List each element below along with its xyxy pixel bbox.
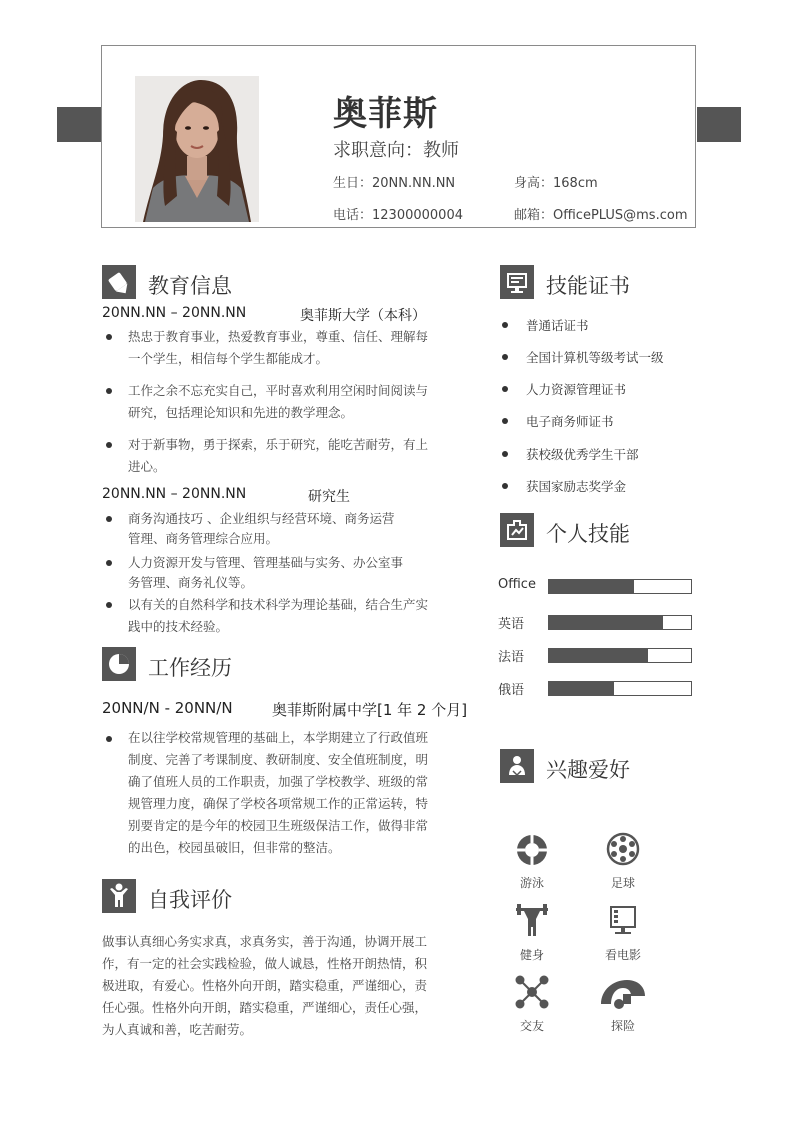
- bullet-dot: [106, 736, 112, 742]
- bullet-dot: [502, 418, 508, 424]
- email-info: 邮箱：OfficePLUS@ms.com: [514, 208, 688, 223]
- skill-bar-fill: [549, 649, 648, 662]
- birth-date: 生日：20NN.NN.NN: [333, 176, 456, 191]
- bullet-dot: [502, 386, 508, 392]
- header-right-tab: [697, 107, 741, 142]
- self-line-1: 做事认真细心务实求真，求真务实，善于沟通，协调开展工: [102, 934, 428, 949]
- edu2-item1-line2: 管理、商务管理综合应用。: [128, 531, 279, 546]
- self-line-2: 作，有一定的社会实践检验，做人诚恳，性格开朗热情，积: [102, 956, 428, 971]
- skill-label-english: 英语: [498, 617, 525, 632]
- education-title: 教育信息: [148, 274, 232, 298]
- hobbies-section-icon: [500, 749, 534, 783]
- bullet-dot: [502, 451, 508, 457]
- header-left-tab: [57, 107, 101, 142]
- work-title: 工作经历: [148, 656, 232, 680]
- fitness-icon: [514, 902, 550, 938]
- hobbies-title: 兴趣爱好: [546, 758, 630, 782]
- cert-item-4: 电子商务师证书: [526, 414, 614, 429]
- self-section-icon: [102, 879, 136, 913]
- work-line-5: 别要肯定的是今年的校园卫生班级保洁工作，做得非常: [128, 818, 429, 833]
- edu1-item3-line1: 对于新事物，勇于探索，乐于研究，能吃苦耐劳，有上: [128, 437, 429, 452]
- certs-section-icon: [500, 265, 534, 299]
- edu1-item1-line2: 一个学生，相信每个学生都能成才。: [128, 351, 329, 366]
- hobby-label-network: 交友: [519, 1019, 544, 1033]
- cert-item-2: 全国计算机等级考试一级: [526, 350, 664, 365]
- education-date-1: 20NN.NN – 20NN.NN: [102, 305, 247, 321]
- self-line-5: 为人真诚和善，吃苦耐劳。: [102, 1022, 253, 1037]
- self-title: 自我评价: [148, 888, 232, 912]
- self-line-3: 极进取，有爱心。性格外向开朗，踏实稳重，严谨细心，责: [102, 978, 428, 993]
- work-date: 20NN/N - 20NN/N: [102, 699, 233, 717]
- education-date-2: 20NN.NN – 20NN.NN: [102, 486, 247, 502]
- cert-item-5: 获校级优秀学生干部: [526, 447, 639, 462]
- skill-bar-fill: [549, 682, 614, 695]
- hobby-label-movie: 看电影: [604, 948, 641, 962]
- job-intent: 求职意向：教师: [333, 140, 459, 161]
- edu2-item2-line2: 务管理、商务礼仪等。: [128, 575, 254, 590]
- work-company: 奥菲斯附属中学[1 年 2 个月]: [272, 701, 468, 719]
- edu2-item3-line1: 以有关的自然科学和技术科学为理论基础，结合生产实: [128, 597, 429, 612]
- edu1-item2-line2: 研究，包括理论知识和先进的教学理念。: [128, 405, 354, 420]
- edu1-item3-line2: 进心。: [128, 459, 166, 474]
- work-line-3: 确了值班人员的工作职责，加强了学校教学、班级的常: [128, 774, 429, 789]
- work-line-1: 在以往学校常规管理的基础上，本学期建立了行政值班: [128, 730, 429, 745]
- certs-title: 技能证书: [546, 274, 630, 298]
- cert-item-6: 获国家励志奖学金: [526, 479, 627, 494]
- education-school-1: 奥菲斯大学（本科）: [300, 308, 426, 324]
- edu2-item3-line2: 践中的技术经验。: [128, 619, 229, 634]
- skill-label-french: 法语: [498, 650, 525, 665]
- skill-bar-english: [548, 615, 692, 630]
- cert-item-3: 人力资源管理证书: [526, 382, 627, 397]
- skills-section-icon: [500, 513, 534, 547]
- skill-label-russian: 俄语: [498, 683, 525, 698]
- edu2-item2-line1: 人力资源开发与管理、管理基础与实务、办公室事: [128, 555, 404, 570]
- bullet-dot: [106, 442, 112, 448]
- height-info: 身高：168cm: [514, 176, 598, 191]
- hobby-label-fitness: 健身: [519, 948, 544, 962]
- skills-title: 个人技能: [546, 522, 630, 546]
- skill-bar-fill: [549, 580, 634, 593]
- bullet-dot: [106, 560, 112, 566]
- profile-photo: [135, 76, 259, 222]
- hobby-label-swim: 游泳: [519, 876, 544, 890]
- cert-item-1: 普通话证书: [526, 318, 589, 333]
- network-icon: [514, 974, 550, 1010]
- bullet-dot: [106, 388, 112, 394]
- candidate-name: 奥菲斯: [333, 94, 438, 134]
- phone-info: 电话：12300000004: [333, 208, 463, 223]
- skill-bar-fill: [549, 616, 663, 629]
- football-icon: [605, 831, 641, 867]
- adventure-icon: [597, 974, 647, 1010]
- self-line-4: 任心强。性格外向开朗，踏实稳重，严谨细心，责任心强，: [102, 1000, 428, 1015]
- skill-label-office: Office: [498, 577, 536, 592]
- bullet-dot: [502, 322, 508, 328]
- edu1-item1-line1: 热忠于教育事业，热爱教育事业，尊重、信任、理解每: [128, 329, 429, 344]
- edu1-item2-line1: 工作之余不忘充实自己，平时喜欢利用空闲时间阅读与: [128, 383, 429, 398]
- education-section-icon: [102, 265, 136, 299]
- bullet-dot: [106, 602, 112, 608]
- edu2-item1-line1: 商务沟通技巧 、企业组织与经营环境、商务运营: [128, 511, 395, 526]
- work-line-4: 规管理力度，确保了学校各项常规工作的正常运转，特: [128, 796, 429, 811]
- hobby-label-adventure: 探险: [610, 1019, 635, 1033]
- bullet-dot: [502, 483, 508, 489]
- skill-bar-french: [548, 648, 692, 663]
- hobby-label-football: 足球: [610, 876, 635, 890]
- bullet-dot: [106, 334, 112, 340]
- movie-icon: [605, 904, 641, 938]
- work-line-2: 制度、完善了考课制度、教研制度、安全值班制度，明: [128, 752, 429, 767]
- education-school-2: 研究生: [308, 489, 350, 505]
- swim-ring-icon: [514, 832, 550, 868]
- bullet-dot: [106, 516, 112, 522]
- work-section-icon: [102, 647, 136, 681]
- bullet-dot: [502, 354, 508, 360]
- work-line-6: 的出色，校园虽破旧，但非常的整洁。: [128, 840, 341, 855]
- skill-bar-russian: [548, 681, 692, 696]
- skill-bar-office: [548, 579, 692, 594]
